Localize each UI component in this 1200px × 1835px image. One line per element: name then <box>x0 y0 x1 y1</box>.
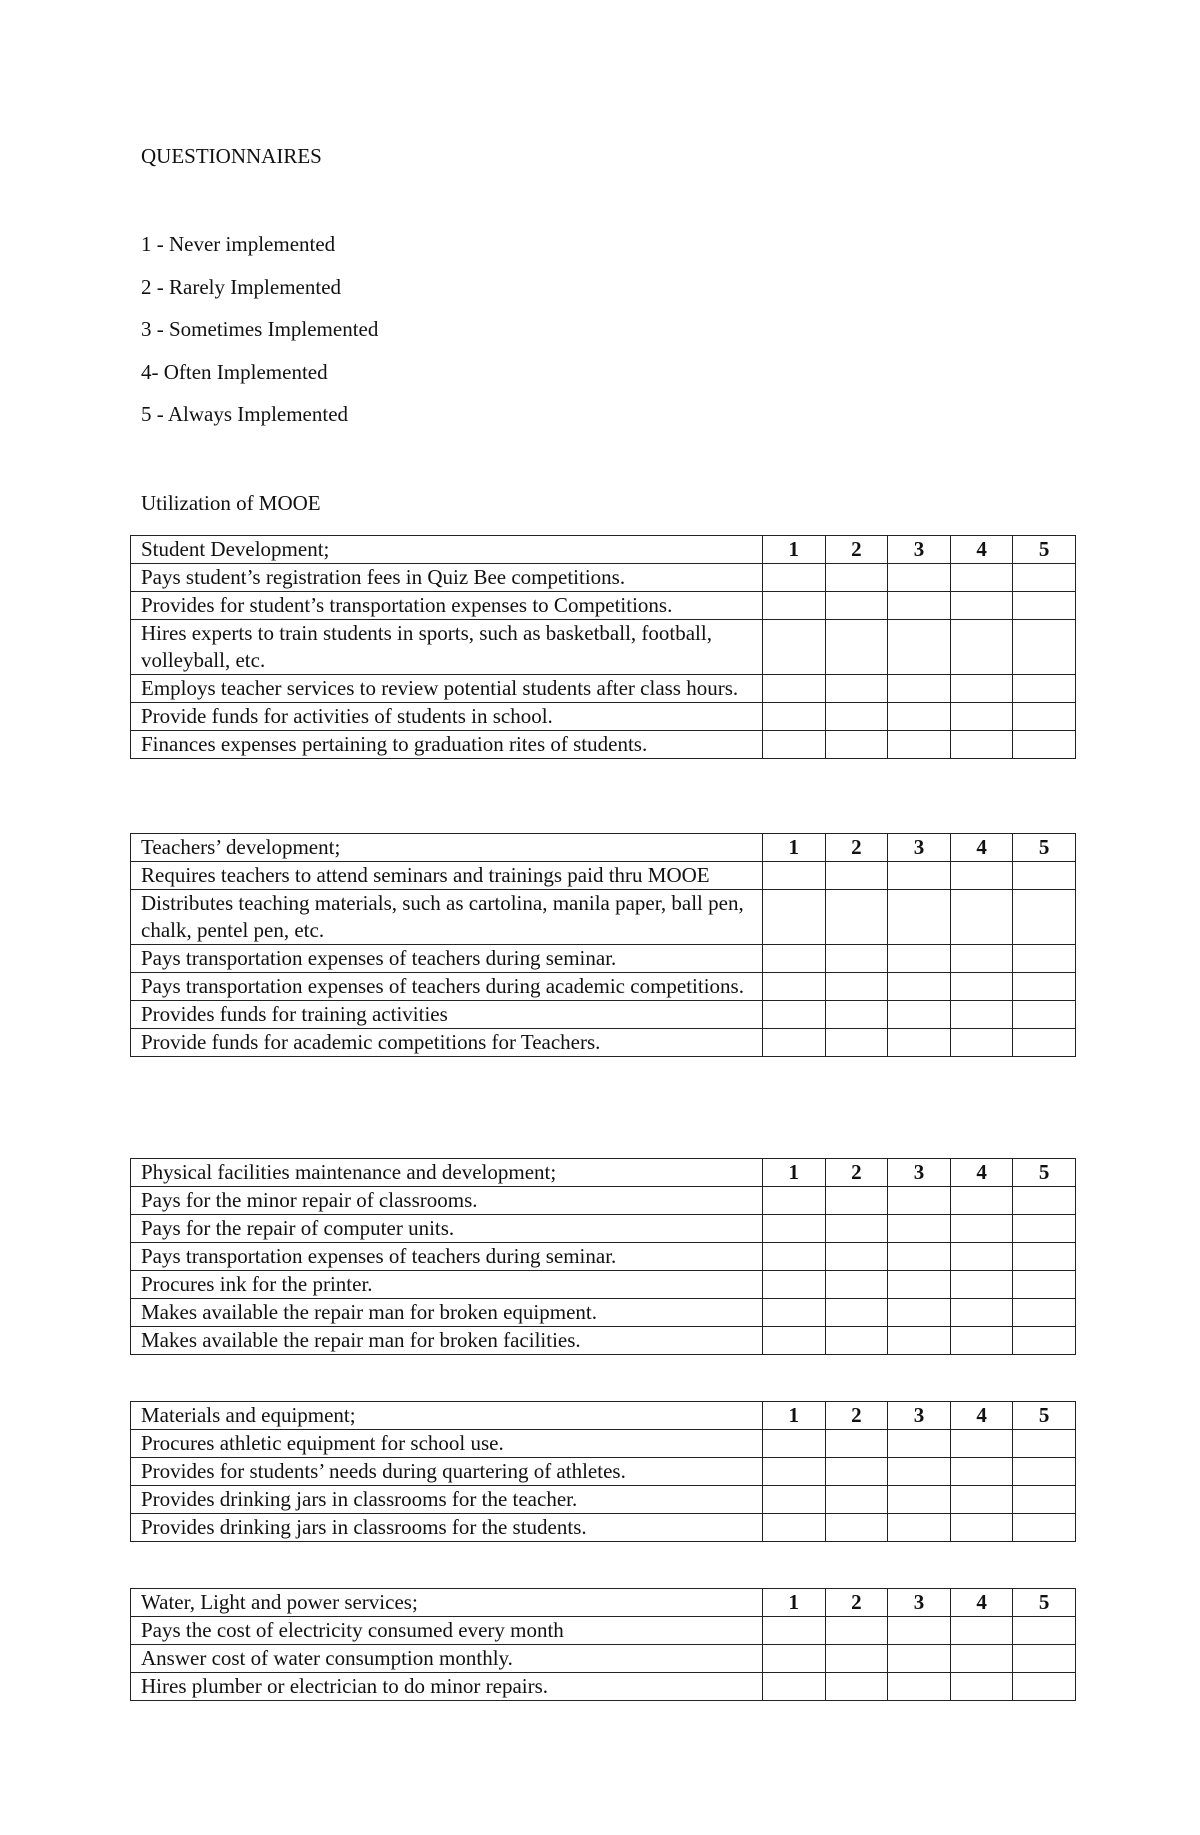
scale-header: 4 <box>950 1402 1013 1430</box>
scale-header: 4 <box>950 536 1013 564</box>
item-text: Procures athletic equipment for school use. <box>131 1430 763 1458</box>
scale-header: 3 <box>888 1402 951 1430</box>
rating-table <box>130 833 1076 1057</box>
rating-cell[interactable] <box>763 675 826 703</box>
rating-cell[interactable] <box>1013 1001 1076 1029</box>
table-row <box>131 1001 1076 1029</box>
table-header-row <box>131 1402 1076 1430</box>
table-row <box>131 1486 1076 1514</box>
rating-cell[interactable] <box>1013 1458 1076 1486</box>
scale-header: 4 <box>950 834 1013 862</box>
rating-cell[interactable] <box>950 1243 1013 1271</box>
rating-cell[interactable] <box>888 1430 951 1458</box>
rating-cell[interactable] <box>763 1673 826 1701</box>
rating-table <box>130 535 1076 759</box>
rating-cell[interactable] <box>763 862 826 890</box>
scale-header: 3 <box>888 1159 951 1187</box>
rating-cell[interactable] <box>888 1514 951 1542</box>
rating-cell[interactable] <box>763 731 826 759</box>
rating-table <box>130 1588 1076 1701</box>
section-heading: Materials and equipment; <box>131 1402 763 1430</box>
rating-cell[interactable] <box>825 1271 888 1299</box>
scale-header: 5 <box>1013 1589 1076 1617</box>
item-text: Answer cost of water consumption monthly. <box>131 1645 763 1673</box>
rating-cell[interactable] <box>1013 1486 1076 1514</box>
rating-cell[interactable] <box>950 1001 1013 1029</box>
legend-item: 2 - Rarely Implemented <box>141 274 342 299</box>
legend-item: 5 - Always Implemented <box>141 402 349 426</box>
item-text: Provides for student’s transportation expenses to Competitions. <box>131 592 763 620</box>
rating-cell[interactable] <box>950 1215 1013 1243</box>
table-row <box>131 1327 1076 1355</box>
scale-header: 2 <box>825 1589 888 1617</box>
rating-cell[interactable] <box>1013 890 1076 945</box>
item-text: Pays for the minor repair of classrooms. <box>131 1187 763 1215</box>
item-text: Provides funds for training activities <box>131 1001 763 1029</box>
rating-cell[interactable] <box>763 890 826 945</box>
item-text: Pays transportation expenses of teachers during seminar. <box>131 945 763 973</box>
item-text: Provides drinking jars in classrooms for the students. <box>131 1514 763 1542</box>
rating-cell[interactable] <box>825 973 888 1001</box>
table-row <box>131 731 1076 759</box>
rating-table <box>130 1401 1076 1542</box>
rating-cell[interactable] <box>888 1029 951 1057</box>
rating-cell[interactable] <box>1013 703 1076 731</box>
table-row <box>131 1673 1076 1701</box>
rating-cell[interactable] <box>825 1673 888 1701</box>
rating-cell[interactable] <box>888 1215 951 1243</box>
rating-cell[interactable] <box>888 945 951 973</box>
scale-header: 3 <box>888 834 951 862</box>
table-row <box>131 945 1076 973</box>
rating-cell[interactable] <box>825 1187 888 1215</box>
table-row <box>131 890 1076 945</box>
rating-cell[interactable] <box>825 1327 888 1355</box>
table-row <box>131 1271 1076 1299</box>
rating-cell[interactable] <box>1013 1514 1076 1542</box>
rating-cell[interactable] <box>950 1514 1013 1542</box>
scale-header: 2 <box>825 1402 888 1430</box>
rating-cell[interactable] <box>1013 592 1076 620</box>
rating-cell[interactable] <box>950 1645 1013 1673</box>
rating-cell[interactable] <box>1013 564 1076 592</box>
rating-cell[interactable] <box>1013 1430 1076 1458</box>
rating-cell[interactable] <box>825 564 888 592</box>
rating-cell[interactable] <box>950 1486 1013 1514</box>
rating-cell[interactable] <box>763 1645 826 1673</box>
rating-cell[interactable] <box>1013 675 1076 703</box>
item-text: Provides for students’ needs during quartering of athletes. <box>131 1458 763 1486</box>
item-text: Finances expenses pertaining to graduation rites of students. <box>131 731 763 759</box>
item-text: Hires experts to train students in sports, such as basketball, football, volleyball, etc. <box>131 620 763 675</box>
scale-header: 1 <box>763 1159 826 1187</box>
table-row <box>131 1187 1076 1215</box>
document-title: QUESTIONNAIRES <box>141 144 322 168</box>
rating-cell[interactable] <box>825 1458 888 1486</box>
rating-cell[interactable] <box>950 731 1013 759</box>
rating-cell[interactable] <box>888 1243 951 1271</box>
item-text: Pays the cost of electricity consumed every month <box>131 1617 763 1645</box>
rating-cell[interactable] <box>763 1271 826 1299</box>
rating-cell[interactable] <box>950 1271 1013 1299</box>
scale-header: 5 <box>1013 834 1076 862</box>
item-text: Employs teacher services to review potential students after class hours. <box>131 675 763 703</box>
rating-cell[interactable] <box>1013 1327 1076 1355</box>
scale-header: 2 <box>825 1159 888 1187</box>
scale-header: 3 <box>888 1589 951 1617</box>
rating-cell[interactable] <box>825 862 888 890</box>
rating-cell[interactable] <box>763 592 826 620</box>
rating-cell[interactable] <box>1013 1215 1076 1243</box>
legend-item: 3 - Sometimes Implemented <box>141 317 379 341</box>
table-row <box>131 1617 1076 1645</box>
scale-header: 1 <box>763 536 826 564</box>
rating-cell[interactable] <box>1013 1271 1076 1299</box>
table-row <box>131 1514 1076 1542</box>
item-text: Hires plumber or electrician to do minor repairs. <box>131 1673 763 1701</box>
item-text: Provide funds for activities of students in school. <box>131 703 763 731</box>
section-heading: Physical facilities maintenance and development; <box>131 1159 763 1187</box>
rating-cell[interactable] <box>1013 1243 1076 1271</box>
rating-cell[interactable] <box>888 890 951 945</box>
rating-cell[interactable] <box>763 1243 826 1271</box>
scale-header: 1 <box>763 834 826 862</box>
item-text: Pays student’s registration fees in Quiz Bee competitions. <box>131 564 763 592</box>
scale-header: 5 <box>1013 1159 1076 1187</box>
table-row <box>131 1243 1076 1271</box>
rating-cell[interactable] <box>1013 862 1076 890</box>
rating-cell[interactable] <box>888 731 951 759</box>
scale-header: 5 <box>1013 1402 1076 1430</box>
rating-cell[interactable] <box>825 1514 888 1542</box>
rating-cell[interactable] <box>888 1645 951 1673</box>
section-heading: Student Development; <box>131 536 763 564</box>
table-row <box>131 1430 1076 1458</box>
rating-cell[interactable] <box>763 1215 826 1243</box>
rating-cell[interactable] <box>950 564 1013 592</box>
rating-cell[interactable] <box>763 1617 826 1645</box>
rating-cell[interactable] <box>950 703 1013 731</box>
rating-cell[interactable] <box>888 675 951 703</box>
rating-cell[interactable] <box>888 1458 951 1486</box>
item-text: Makes available the repair man for broken facilities. <box>131 1327 763 1355</box>
rating-cell[interactable] <box>888 620 951 675</box>
rating-cell[interactable] <box>888 1271 951 1299</box>
item-text: Provide funds for academic competitions for Teachers. <box>131 1029 763 1057</box>
table-header-row <box>131 1589 1076 1617</box>
rating-cell[interactable] <box>950 1617 1013 1645</box>
rating-cell[interactable] <box>888 1187 951 1215</box>
rating-legend <box>141 232 378 445</box>
rating-cell[interactable] <box>763 1001 826 1029</box>
legend-item: 4- Often Implemented <box>141 359 328 384</box>
rating-cell[interactable] <box>763 620 826 675</box>
rating-cell[interactable] <box>763 973 826 1001</box>
rating-cell[interactable] <box>888 1673 951 1701</box>
rating-cell[interactable] <box>888 862 951 890</box>
table-row <box>131 1299 1076 1327</box>
rating-cell[interactable] <box>950 890 1013 945</box>
rating-cell[interactable] <box>1013 945 1076 973</box>
table-header-row <box>131 834 1076 862</box>
rating-cell[interactable] <box>825 1430 888 1458</box>
rating-cell[interactable] <box>763 1430 826 1458</box>
rating-cell[interactable] <box>950 675 1013 703</box>
rating-cell[interactable] <box>825 1617 888 1645</box>
rating-cell[interactable] <box>825 1243 888 1271</box>
rating-cell[interactable] <box>950 1430 1013 1458</box>
rating-cell[interactable] <box>825 1645 888 1673</box>
table-header-row <box>131 1159 1076 1187</box>
table-row <box>131 592 1076 620</box>
item-text: Requires teachers to attend seminars and trainings paid thru MOOE <box>131 862 763 890</box>
rating-cell[interactable] <box>1013 1673 1076 1701</box>
rating-cell[interactable] <box>950 1327 1013 1355</box>
rating-cell[interactable] <box>763 1514 826 1542</box>
scale-header: 1 <box>763 1402 826 1430</box>
rating-cell[interactable] <box>888 1001 951 1029</box>
rating-cell[interactable] <box>825 1029 888 1057</box>
scale-header: 2 <box>825 536 888 564</box>
rating-cell[interactable] <box>950 945 1013 973</box>
rating-cell[interactable] <box>888 1327 951 1355</box>
rating-cell[interactable] <box>950 973 1013 1001</box>
scale-header: 2 <box>825 834 888 862</box>
section-subtitle: Utilization of MOOE <box>141 491 321 515</box>
rating-cell[interactable] <box>825 620 888 675</box>
rating-cell[interactable] <box>888 1617 951 1645</box>
rating-cell[interactable] <box>1013 1645 1076 1673</box>
rating-cell[interactable] <box>825 1299 888 1327</box>
rating-table <box>130 1158 1076 1355</box>
item-text: Distributes teaching materials, such as cartolina, manila paper, ball pen, chalk, pentel pen, etc. <box>131 890 763 945</box>
rating-cell[interactable] <box>1013 1617 1076 1645</box>
rating-cell[interactable] <box>950 1458 1013 1486</box>
rating-cell[interactable] <box>825 890 888 945</box>
table-header-row <box>131 536 1076 564</box>
rating-cell[interactable] <box>1013 1299 1076 1327</box>
rating-cell[interactable] <box>888 592 951 620</box>
section-heading: Water, Light and power services; <box>131 1589 763 1617</box>
table-row <box>131 862 1076 890</box>
rating-cell[interactable] <box>888 1486 951 1514</box>
rating-cell[interactable] <box>763 1486 826 1514</box>
rating-cell[interactable] <box>888 564 951 592</box>
rating-cell[interactable] <box>763 1458 826 1486</box>
rating-cell[interactable] <box>825 945 888 973</box>
rating-cell[interactable] <box>888 1299 951 1327</box>
rating-cell[interactable] <box>888 703 951 731</box>
scale-header: 5 <box>1013 536 1076 564</box>
item-text: Pays transportation expenses of teachers during seminar. <box>131 1243 763 1271</box>
rating-cell[interactable] <box>763 1299 826 1327</box>
rating-cell[interactable] <box>950 620 1013 675</box>
table-row <box>131 620 1076 675</box>
table-row <box>131 1215 1076 1243</box>
table-row <box>131 564 1076 592</box>
scale-header: 3 <box>888 536 951 564</box>
rating-cell[interactable] <box>950 1673 1013 1701</box>
item-text: Pays transportation expenses of teachers during academic competitions. <box>131 973 763 1001</box>
table-row <box>131 675 1076 703</box>
legend-item: 1 - Never implemented <box>141 232 336 256</box>
rating-cell[interactable] <box>1013 731 1076 759</box>
rating-cell[interactable] <box>763 564 826 592</box>
rating-cell[interactable] <box>1013 620 1076 675</box>
rating-cell[interactable] <box>1013 973 1076 1001</box>
scale-header: 4 <box>950 1159 1013 1187</box>
table-row <box>131 1029 1076 1057</box>
rating-cell[interactable] <box>950 1029 1013 1057</box>
rating-cell[interactable] <box>763 1187 826 1215</box>
rating-cell[interactable] <box>825 1001 888 1029</box>
section-heading: Teachers’ development; <box>131 834 763 862</box>
rating-cell[interactable] <box>1013 1187 1076 1215</box>
rating-cell[interactable] <box>763 1327 826 1355</box>
rating-cell[interactable] <box>888 973 951 1001</box>
rating-cell[interactable] <box>825 675 888 703</box>
item-text: Makes available the repair man for broken equipment. <box>131 1299 763 1327</box>
rating-cell[interactable] <box>763 703 826 731</box>
rating-cell[interactable] <box>950 1299 1013 1327</box>
scale-header: 4 <box>950 1589 1013 1617</box>
rating-cell[interactable] <box>763 945 826 973</box>
item-text: Pays for the repair of computer units. <box>131 1215 763 1243</box>
rating-cell[interactable] <box>950 592 1013 620</box>
rating-cell[interactable] <box>1013 1029 1076 1057</box>
rating-cell[interactable] <box>825 703 888 731</box>
rating-cell[interactable] <box>825 1215 888 1243</box>
rating-cell[interactable] <box>950 862 1013 890</box>
rating-cell[interactable] <box>825 1486 888 1514</box>
item-text: Procures ink for the printer. <box>131 1271 763 1299</box>
rating-cell[interactable] <box>950 1187 1013 1215</box>
table-row <box>131 703 1076 731</box>
table-row <box>131 1458 1076 1486</box>
rating-cell[interactable] <box>763 1029 826 1057</box>
rating-cell[interactable] <box>825 592 888 620</box>
table-row <box>131 1645 1076 1673</box>
item-text: Provides drinking jars in classrooms for the teacher. <box>131 1486 763 1514</box>
rating-cell[interactable] <box>825 731 888 759</box>
table-row <box>131 973 1076 1001</box>
scale-header: 1 <box>763 1589 826 1617</box>
